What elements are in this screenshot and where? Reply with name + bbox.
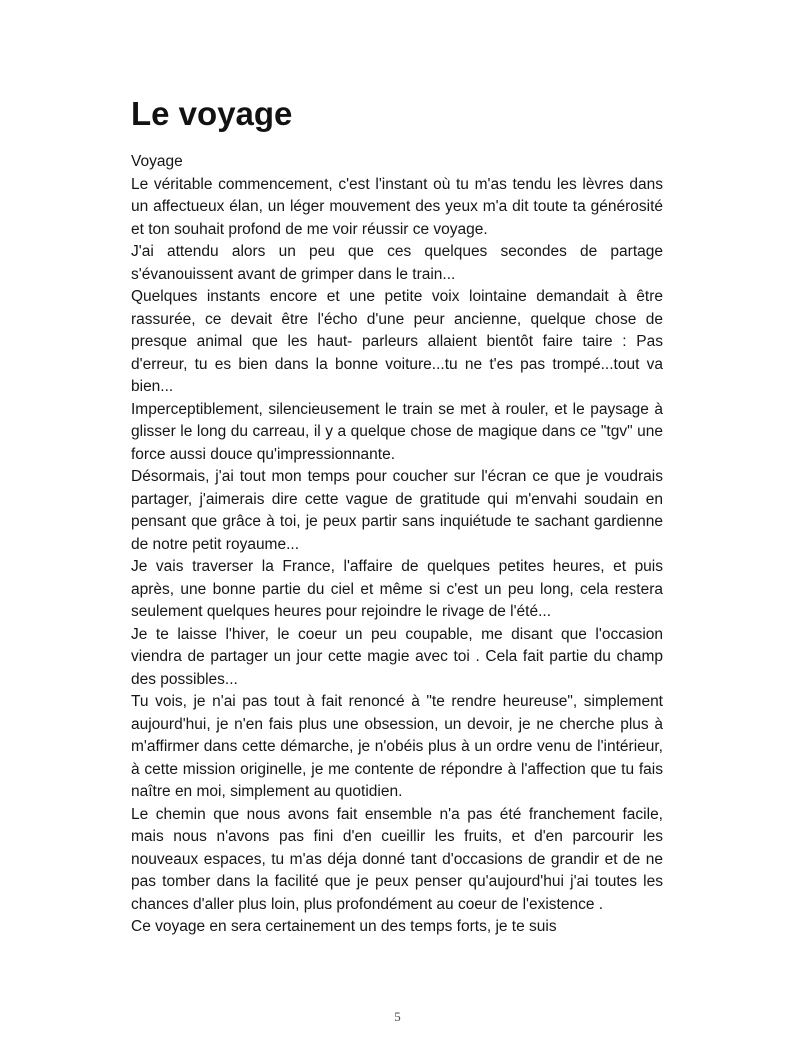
page-title: Le voyage <box>131 95 293 132</box>
paragraph: Désormais, j'ai tout mon temps pour coucher sur l'écran ce que je voudrais partager, j'aimerais dire cette vague de gratitude qui m'envahi soudain en pensant que grâce à toi, je peux partir sans inquiétude te sachant gardienne de notre petit royaume... <box>131 468 663 553</box>
paragraph: Tu vois, je n'ai pas tout à fait renoncé à "te rendre heureuse", simplement aujourd'hui, je n'en fais plus une obsession, un devoir, je ne cherche plus à m'affirmer dans cette démarche, je n'obéis plus à un ordre venu de l'intérieur, à cette mission originelle, je me contente de répondre à l'affection que tu fais naître en moi, simplement au quotidien. <box>131 693 663 800</box>
document-body <box>131 151 663 939</box>
paragraph: Quelques instants encore et une petite voix lointaine demandait à être rassurée, ce devait être l'écho d'une peur ancienne, quelque chose de presque animal que les haut- parleurs allaient bientôt faire taire : Pas d'erreur, tu es bien dans la bonne voiture...tu ne t'es pas trompé...tout va bien... <box>131 288 663 395</box>
paragraph: Je te laisse l'hiver, le coeur un peu coupable, me disant que l'occasion viendra de partager un jour cette magie avec toi . Cela fait partie du champ des possibles... <box>131 625 663 688</box>
paragraph: Ce voyage en sera certainement un des temps forts, je te suis <box>131 918 557 935</box>
paragraph: Je vais traverser la France, l'affaire de quelques petites heures, et puis après, une bonne partie du ciel et même si c'est un peu long, cela restera seulement quelques heures pour rejoindre le rivage de l'été... <box>131 558 663 620</box>
paragraph: Le véritable commencement, c'est l'instant où tu m'as tendu les lèvres dans un affectueux élan, un léger mouvement des yeux m'a dit toute ta générosité et ton souhait profond de me voir réussir ce voyage. <box>131 175 663 238</box>
paragraph: J'ai attendu alors un peu que ces quelques secondes de partage s'évanouissent avant de grimper dans le train... <box>131 243 663 283</box>
page-footer <box>0 1008 795 1026</box>
paragraph: Imperceptiblement, silencieusement le train se met à rouler, et le paysage à glisser le long du carreau, il y a quelque chose de magique dans ce "tgv" une force aussi douce qu'impressionnante. <box>131 400 663 463</box>
paragraph: Le chemin que nous avons fait ensemble n'a pas été franchement facile, mais nous n'avons pas fini d'en cueillir les fruits, et d'en parcourir les nouveaux espaces, tu m'as déja donné tant d'occasions de grandir et de ne pas tomber dans la facilité que je peux penser qu'aujourd'hui j'ai toutes les chances d'aller plus loin, plus profondément au coeur de l'existence . <box>131 805 663 913</box>
page-number: 5 <box>394 1009 401 1024</box>
paragraph: Voyage <box>131 153 183 170</box>
document-content <box>131 95 663 939</box>
